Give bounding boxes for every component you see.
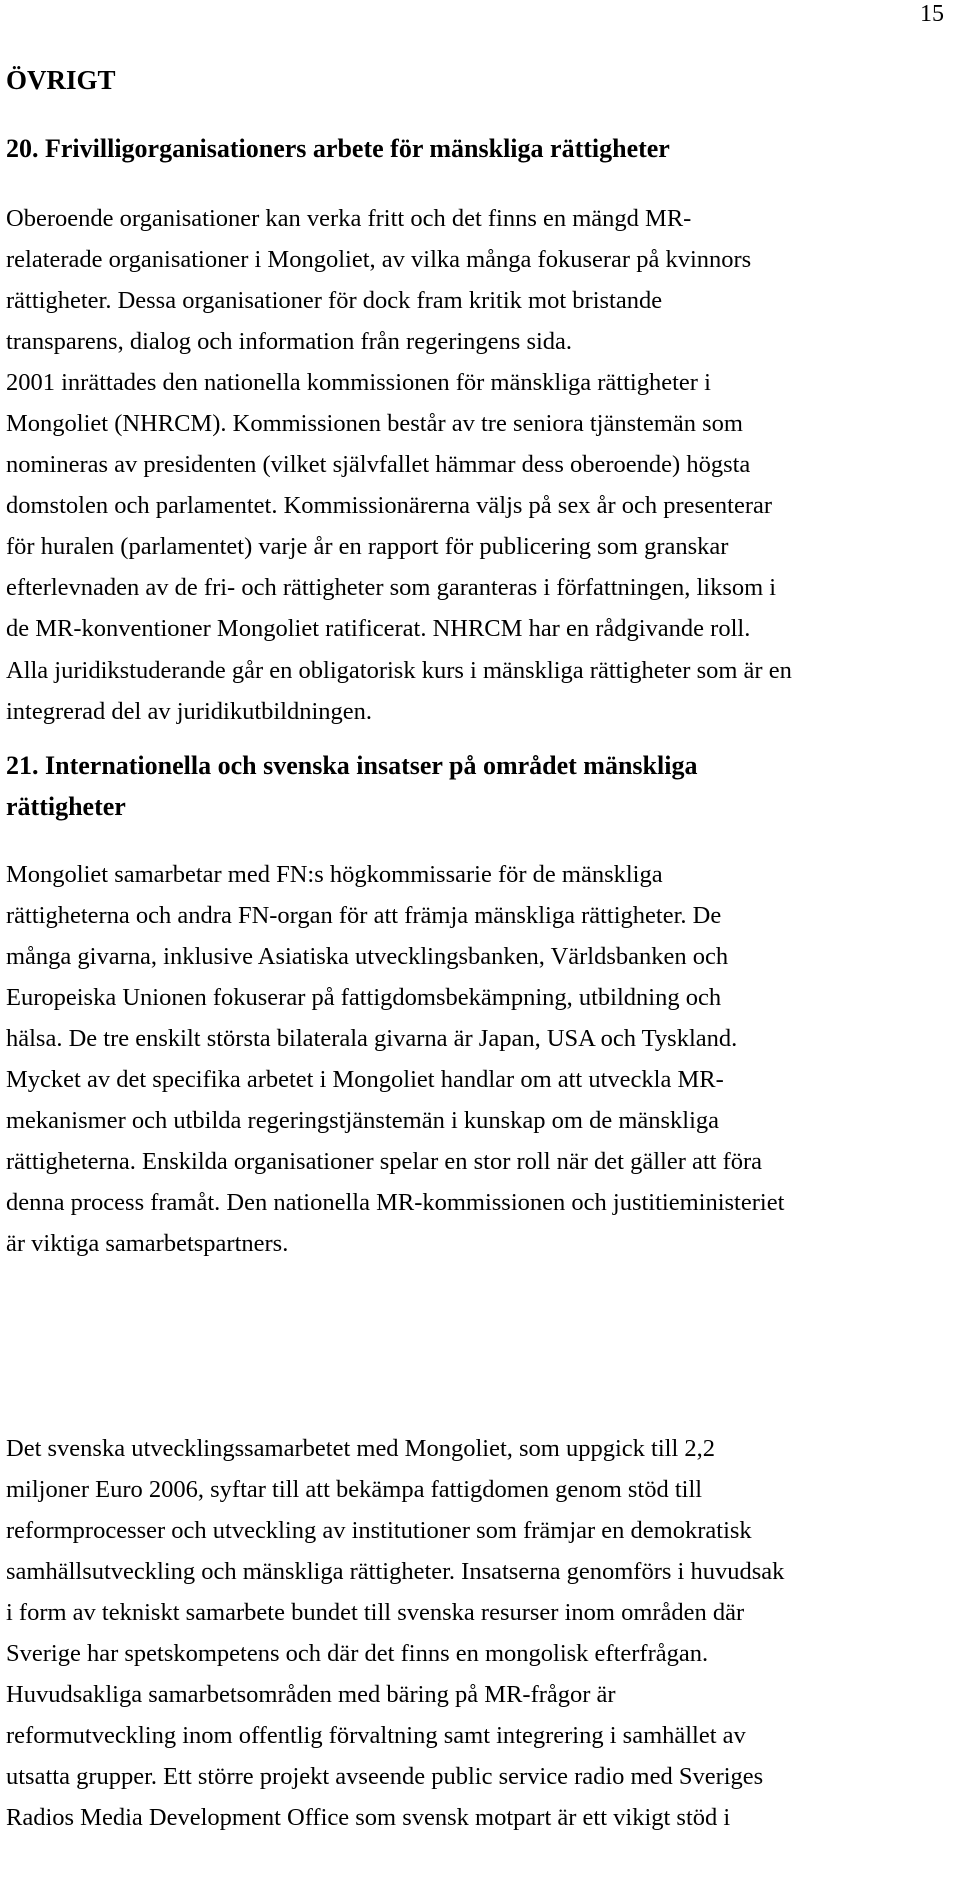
- heading-section-21: [6, 745, 697, 827]
- text-line: transparens, dialog och information från regeringens sida.: [6, 328, 573, 355]
- text-line: Radios Media Development Office som svensk motpart är ett vikigt stöd i: [6, 1804, 731, 1831]
- section-title: ÖVRIGT: [6, 65, 116, 95]
- text-line: Alla juridikstuderande går en obligatorisk kurs i mänskliga rättigheter som är en: [6, 657, 792, 684]
- text-line: 2001 inrättades den nationella kommissionen för mänskliga rättigheter i: [6, 369, 711, 396]
- text-line: Mycket av det specifika arbetet i Mongoliet handlar om att utveckla MR-: [6, 1066, 724, 1093]
- page-number: 15: [920, 1, 944, 27]
- text-line: relaterade organisationer i Mongoliet, av vilka många fokuserar på kvinnors: [6, 246, 752, 273]
- text-line: domstolen och parlamentet. Kommissionärerna väljs på sex år och presenterar: [6, 492, 773, 519]
- text-line: samhällsutveckling och mänskliga rättigheter. Insatserna genomförs i huvudsak: [6, 1558, 785, 1585]
- heading-section-20: 20. Frivilligorganisationers arbete för mänskliga rättigheter: [6, 134, 670, 163]
- text-line: Huvudsakliga samarbetsområden med bäring på MR-frågor är: [6, 1681, 616, 1708]
- text-line: denna process framåt. Den nationella MR-kommissionen och justitieministeriet: [6, 1189, 785, 1216]
- text-line: Oberoende organisationer kan verka fritt och det finns en mängd MR-: [6, 205, 692, 232]
- text-line: integrerad del av juridikutbildningen.: [6, 698, 373, 725]
- paragraph-swedish-cooperation: [6, 1428, 956, 1838]
- paragraph-nhrcm: [6, 362, 956, 649]
- text-line: för huralen (parlamentet) varje år en rapport för publicering som granskar: [6, 533, 729, 560]
- text-line: rättigheterna. Enskilda organisationer spelar en stor roll när det gäller att föra: [6, 1148, 763, 1175]
- text-line: Sverige har spetskompetens och där det finns en mongolisk efterfrågan.: [6, 1640, 709, 1667]
- text-line: reformprocesser och utveckling av institutioner som främjar en demokratisk: [6, 1517, 752, 1544]
- text-line: nomineras av presidenten (vilket självfallet hämmar dess oberoende) högsta: [6, 451, 751, 478]
- text-line: efterlevnaden av de fri- och rättigheter som garanteras i författningen, liksom i: [6, 574, 777, 601]
- text-line: rättigheter. Dessa organisationer för dock fram kritik mot bristande: [6, 287, 663, 314]
- heading-line: 21. Internationella och svenska insatser på området mänskliga: [6, 751, 698, 780]
- text-line: de MR-konventioner Mongoliet ratificerat. NHRCM har en rådgivande roll.: [6, 615, 751, 642]
- text-line: Mongoliet (NHRCM). Kommissionen består av tre seniora tjänstemän som: [6, 410, 743, 437]
- text-line: i form av tekniskt samarbete bundet till svenska resurser inom områden där: [6, 1599, 745, 1626]
- text-line: reformutveckling inom offentlig förvaltning samt integrering i samhället av: [6, 1722, 746, 1749]
- text-line: miljoner Euro 2006, syftar till att bekämpa fattigdomen genom stöd till: [6, 1476, 703, 1503]
- paragraph-ngo: [6, 198, 956, 362]
- text-line: Mongoliet samarbetar med FN:s högkommissarie för de mänskliga: [6, 861, 663, 888]
- text-line: utsatta grupper. Ett större projekt avseende public service radio med Sveriges: [6, 1763, 764, 1790]
- heading-line: rättigheter: [6, 792, 126, 821]
- paragraph-international-cooperation: [6, 854, 956, 1264]
- text-line: många givarna, inklusive Asiatiska utvecklingsbanken, Världsbanken och: [6, 943, 729, 970]
- text-line: Europeiska Unionen fokuserar på fattigdomsbekämpning, utbildning och: [6, 984, 722, 1011]
- text-line: är viktiga samarbetspartners.: [6, 1230, 289, 1257]
- text-line: mekanismer och utbilda regeringstjänstemän i kunskap om de mänskliga: [6, 1107, 720, 1134]
- paragraph-law-students: [6, 650, 956, 732]
- text-line: Det svenska utvecklingssamarbetet med Mongoliet, som uppgick till 2,2: [6, 1435, 716, 1462]
- text-line: hälsa. De tre enskilt största bilaterala givarna är Japan, USA och Tyskland.: [6, 1025, 738, 1052]
- text-line: rättigheterna och andra FN-organ för att främja mänskliga rättigheter. De: [6, 902, 722, 929]
